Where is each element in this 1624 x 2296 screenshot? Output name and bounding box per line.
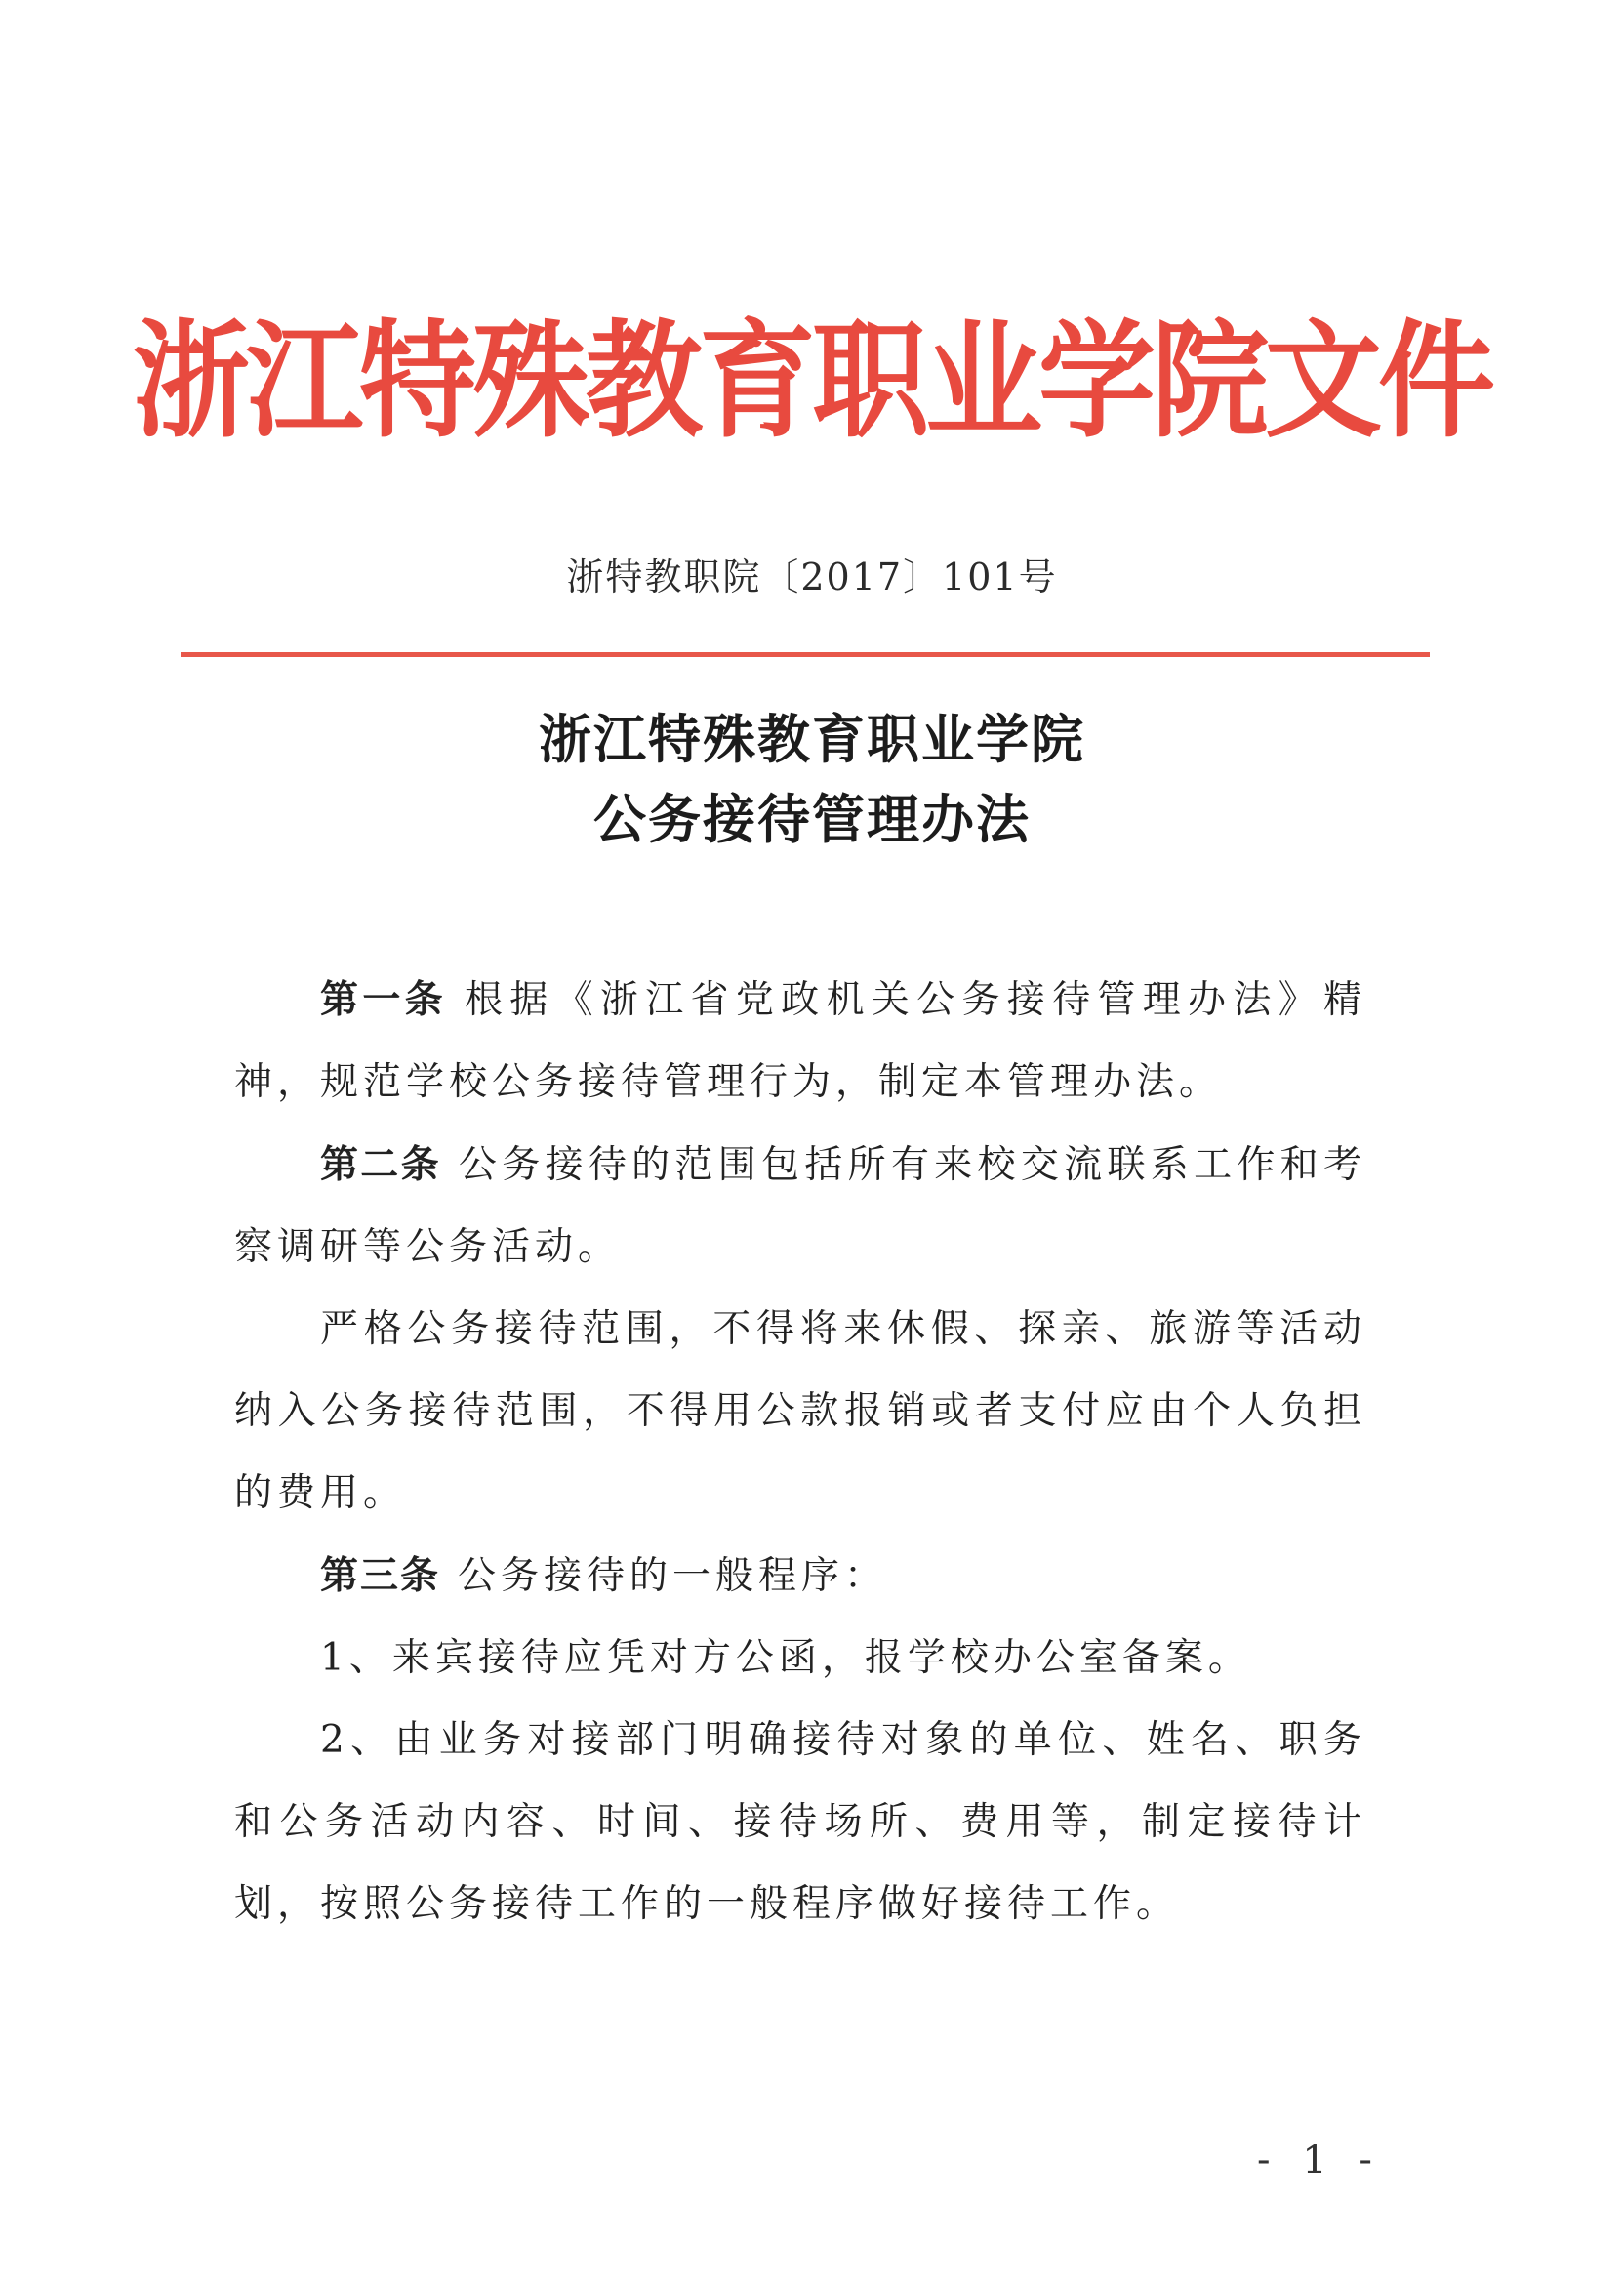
paragraph [234,1124,1366,1289]
article-label: 第一条 [320,977,447,1022]
paragraph [234,1700,1366,1946]
page-number: - 1 - [1257,2138,1382,2183]
paragraph-text: 2、由业务对接部门明确接待对象的单位、姓名、职务和公务活动内容、时间、接待场所、费用等，制定接待计划，按照公务接待工作的一般程序做好接待工作。 [234,1718,1366,1926]
paragraph [234,1535,1366,1618]
paragraph-text: 1、来宾接待应凭对方公函，报学校办公室备案。 [320,1636,1251,1680]
red-separator-line [181,652,1430,657]
document-masthead: 浙江特殊教育职业学院文件 [133,308,1491,456]
paragraph [234,959,1366,1124]
paragraph-text: 公务接待的一般程序： [458,1554,888,1598]
paragraph-text: 公务接待的范围包括所有来校交流联系工作和考察调研等公务活动。 [234,1143,1366,1269]
paragraph [234,1289,1366,1535]
document-body [234,959,1366,1946]
document-title-line2: 公务接待管理办法 [593,788,1031,850]
article-label: 第二条 [320,1142,441,1187]
paragraph [234,1618,1366,1700]
document-number: 浙特教职院〔2017〕101号 [566,555,1058,598]
document-title-line1: 浙江特殊教育职业学院 [539,708,1085,770]
paragraph-text: 根据《浙江省党政机关公务接待管理办法》精神，规范学校公务接待管理行为，制定本管理办法。 [234,978,1366,1104]
article-label: 第三条 [320,1553,441,1598]
paragraph-text: 严格公务接待范围，不得将来休假、探亲、旅游等活动纳入公务接待范围，不得用公款报销或者支付应由个人负担的费用。 [234,1307,1366,1515]
